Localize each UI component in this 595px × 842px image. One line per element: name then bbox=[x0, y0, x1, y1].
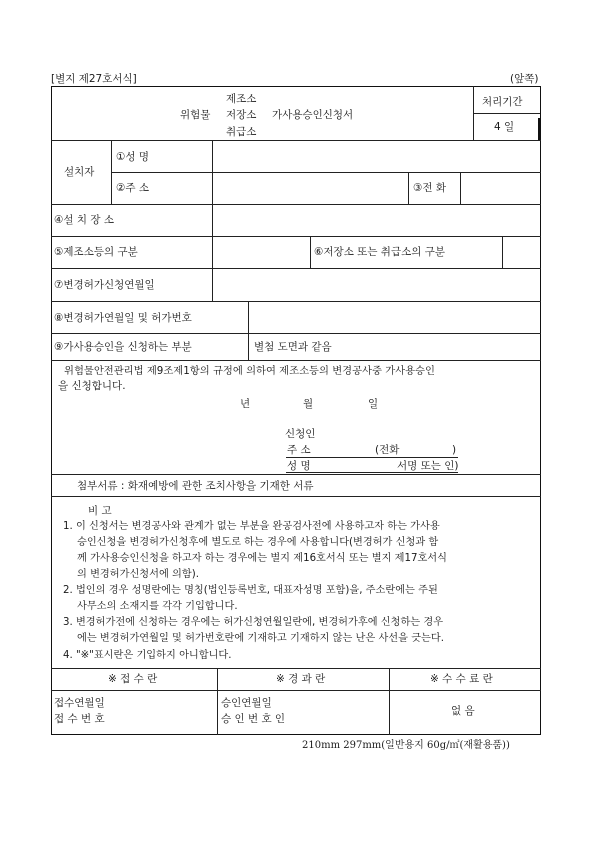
applicant-phone-label: (전화 bbox=[375, 444, 400, 456]
address-field[interactable] bbox=[213, 173, 408, 204]
notes-heading: 비 고 bbox=[88, 505, 112, 517]
applicant-label: 신청인 bbox=[285, 428, 316, 440]
date-year-label: 년 bbox=[240, 398, 251, 410]
page-side-label: (앞쪽) bbox=[510, 73, 539, 85]
receipt-header: ※ 접 수 란 bbox=[108, 673, 158, 685]
name-field[interactable] bbox=[213, 141, 540, 172]
note-line: 3. 변경허가전에 신청하는 경우에는 허가신청연월일란에, 변경허가후에 신청하는 경우 bbox=[63, 617, 444, 628]
title-suffix: 가사용승인신청서 bbox=[272, 109, 354, 121]
phone-field[interactable] bbox=[461, 173, 540, 204]
applicant-address-label: 주 소 bbox=[287, 444, 311, 456]
date-day-label: 일 bbox=[368, 398, 379, 410]
applicant-name-label: 성 명 bbox=[287, 460, 311, 472]
note-line: 께 가사용승인신청을 하고자 하는 경우에는 별지 제16호서식 또는 별지 제17호서식 bbox=[77, 553, 447, 564]
facility-type-label: ⑤제조소등의 구분 bbox=[54, 246, 138, 258]
processing-period-value: 4 일 bbox=[494, 121, 515, 133]
phone-label: ③전 화 bbox=[413, 182, 447, 194]
approval-date-label: 승인연월일 bbox=[221, 697, 272, 709]
processing-period-label: 처리기간 bbox=[482, 96, 523, 108]
location-label: ④설 치 장 소 bbox=[54, 214, 114, 226]
note-line: 2. 법인의 경우 성명란에는 명칭(법인등록번호, 대표자성명 포함)을, 주소란에는 주된 bbox=[63, 585, 438, 596]
name-label: ①성 명 bbox=[116, 151, 150, 163]
temp-use-part-value: 별첨 도면과 같음 bbox=[254, 341, 332, 353]
installer-label: 설치자 bbox=[64, 166, 95, 178]
storage-type-field[interactable] bbox=[503, 237, 540, 268]
paper-spec-footer: 210mm 297mm(일반용지 60g/㎡(재활용품)) bbox=[302, 740, 510, 751]
title-option-storage: 저장소 bbox=[226, 109, 257, 121]
note-line: 4. "※"표시란은 기입하지 아니합니다. bbox=[63, 650, 232, 661]
attachment-note: 첨부서류 : 화재예방에 관한 조치사항을 기재한 서류 bbox=[77, 480, 314, 492]
declaration-line-1: 위험물안전관리법 제9조제1항의 규정에 의하여 제조소등의 변경공사중 가사용승인 bbox=[64, 365, 435, 377]
note-line: 1. 이 신청서는 변경공사와 관계가 없는 부분을 완공검사전에 사용하고자 하는 가사용 bbox=[63, 521, 440, 532]
applicant-phone-close: ) bbox=[452, 444, 457, 456]
progress-header: ※ 경 과 란 bbox=[276, 673, 326, 685]
receipt-date-label: 접수연월일 bbox=[54, 697, 105, 709]
title-prefix: 위험물 bbox=[180, 109, 211, 121]
change-permit-field[interactable] bbox=[249, 302, 540, 333]
address-label: ②주 소 bbox=[116, 182, 150, 194]
facility-type-field[interactable] bbox=[213, 237, 310, 268]
fee-value: 없 음 bbox=[451, 705, 475, 717]
receipt-number-label: 접 수 번 호 bbox=[54, 713, 105, 725]
location-field[interactable] bbox=[213, 205, 540, 236]
note-line: 사무소의 소재지를 각각 기입합니다. bbox=[77, 601, 238, 612]
declaration-line-2: 을 신청합니다. bbox=[58, 380, 126, 392]
note-line: 의 변경허가신청서에 의함). bbox=[77, 569, 199, 580]
approval-number-label: 승 인 번 호 인 bbox=[221, 713, 286, 725]
title-option-manufacture: 제조소 bbox=[226, 93, 257, 105]
storage-type-label: ⑥저장소 또는 취급소의 구분 bbox=[314, 246, 445, 258]
form-number: [별지 제27호서식] bbox=[51, 73, 137, 85]
note-line: 에는 변경허가연월일 및 허가번호란에 기재하고 기재하지 않는 난은 사선을 긋는다. bbox=[77, 633, 444, 644]
change-apply-date-label: ⑦변경허가신청연월일 bbox=[54, 279, 155, 291]
applicant-signature-label: 서명 또는 인) bbox=[397, 460, 459, 472]
title-option-handling: 취급소 bbox=[226, 126, 257, 138]
note-line: 승인신청을 변경허가신청후에 별도로 하는 경우에 사용합니다(변경허가 신청과 함 bbox=[77, 537, 439, 548]
fee-header: ※ 수 수 료 란 bbox=[430, 673, 493, 685]
date-month-label: 월 bbox=[303, 398, 314, 410]
change-apply-date-field[interactable] bbox=[213, 269, 540, 301]
temp-use-part-label: ⑨가사용승인을 신청하는 부분 bbox=[54, 341, 192, 353]
change-permit-label: ⑧변경허가연월일 및 허가번호 bbox=[54, 312, 192, 324]
